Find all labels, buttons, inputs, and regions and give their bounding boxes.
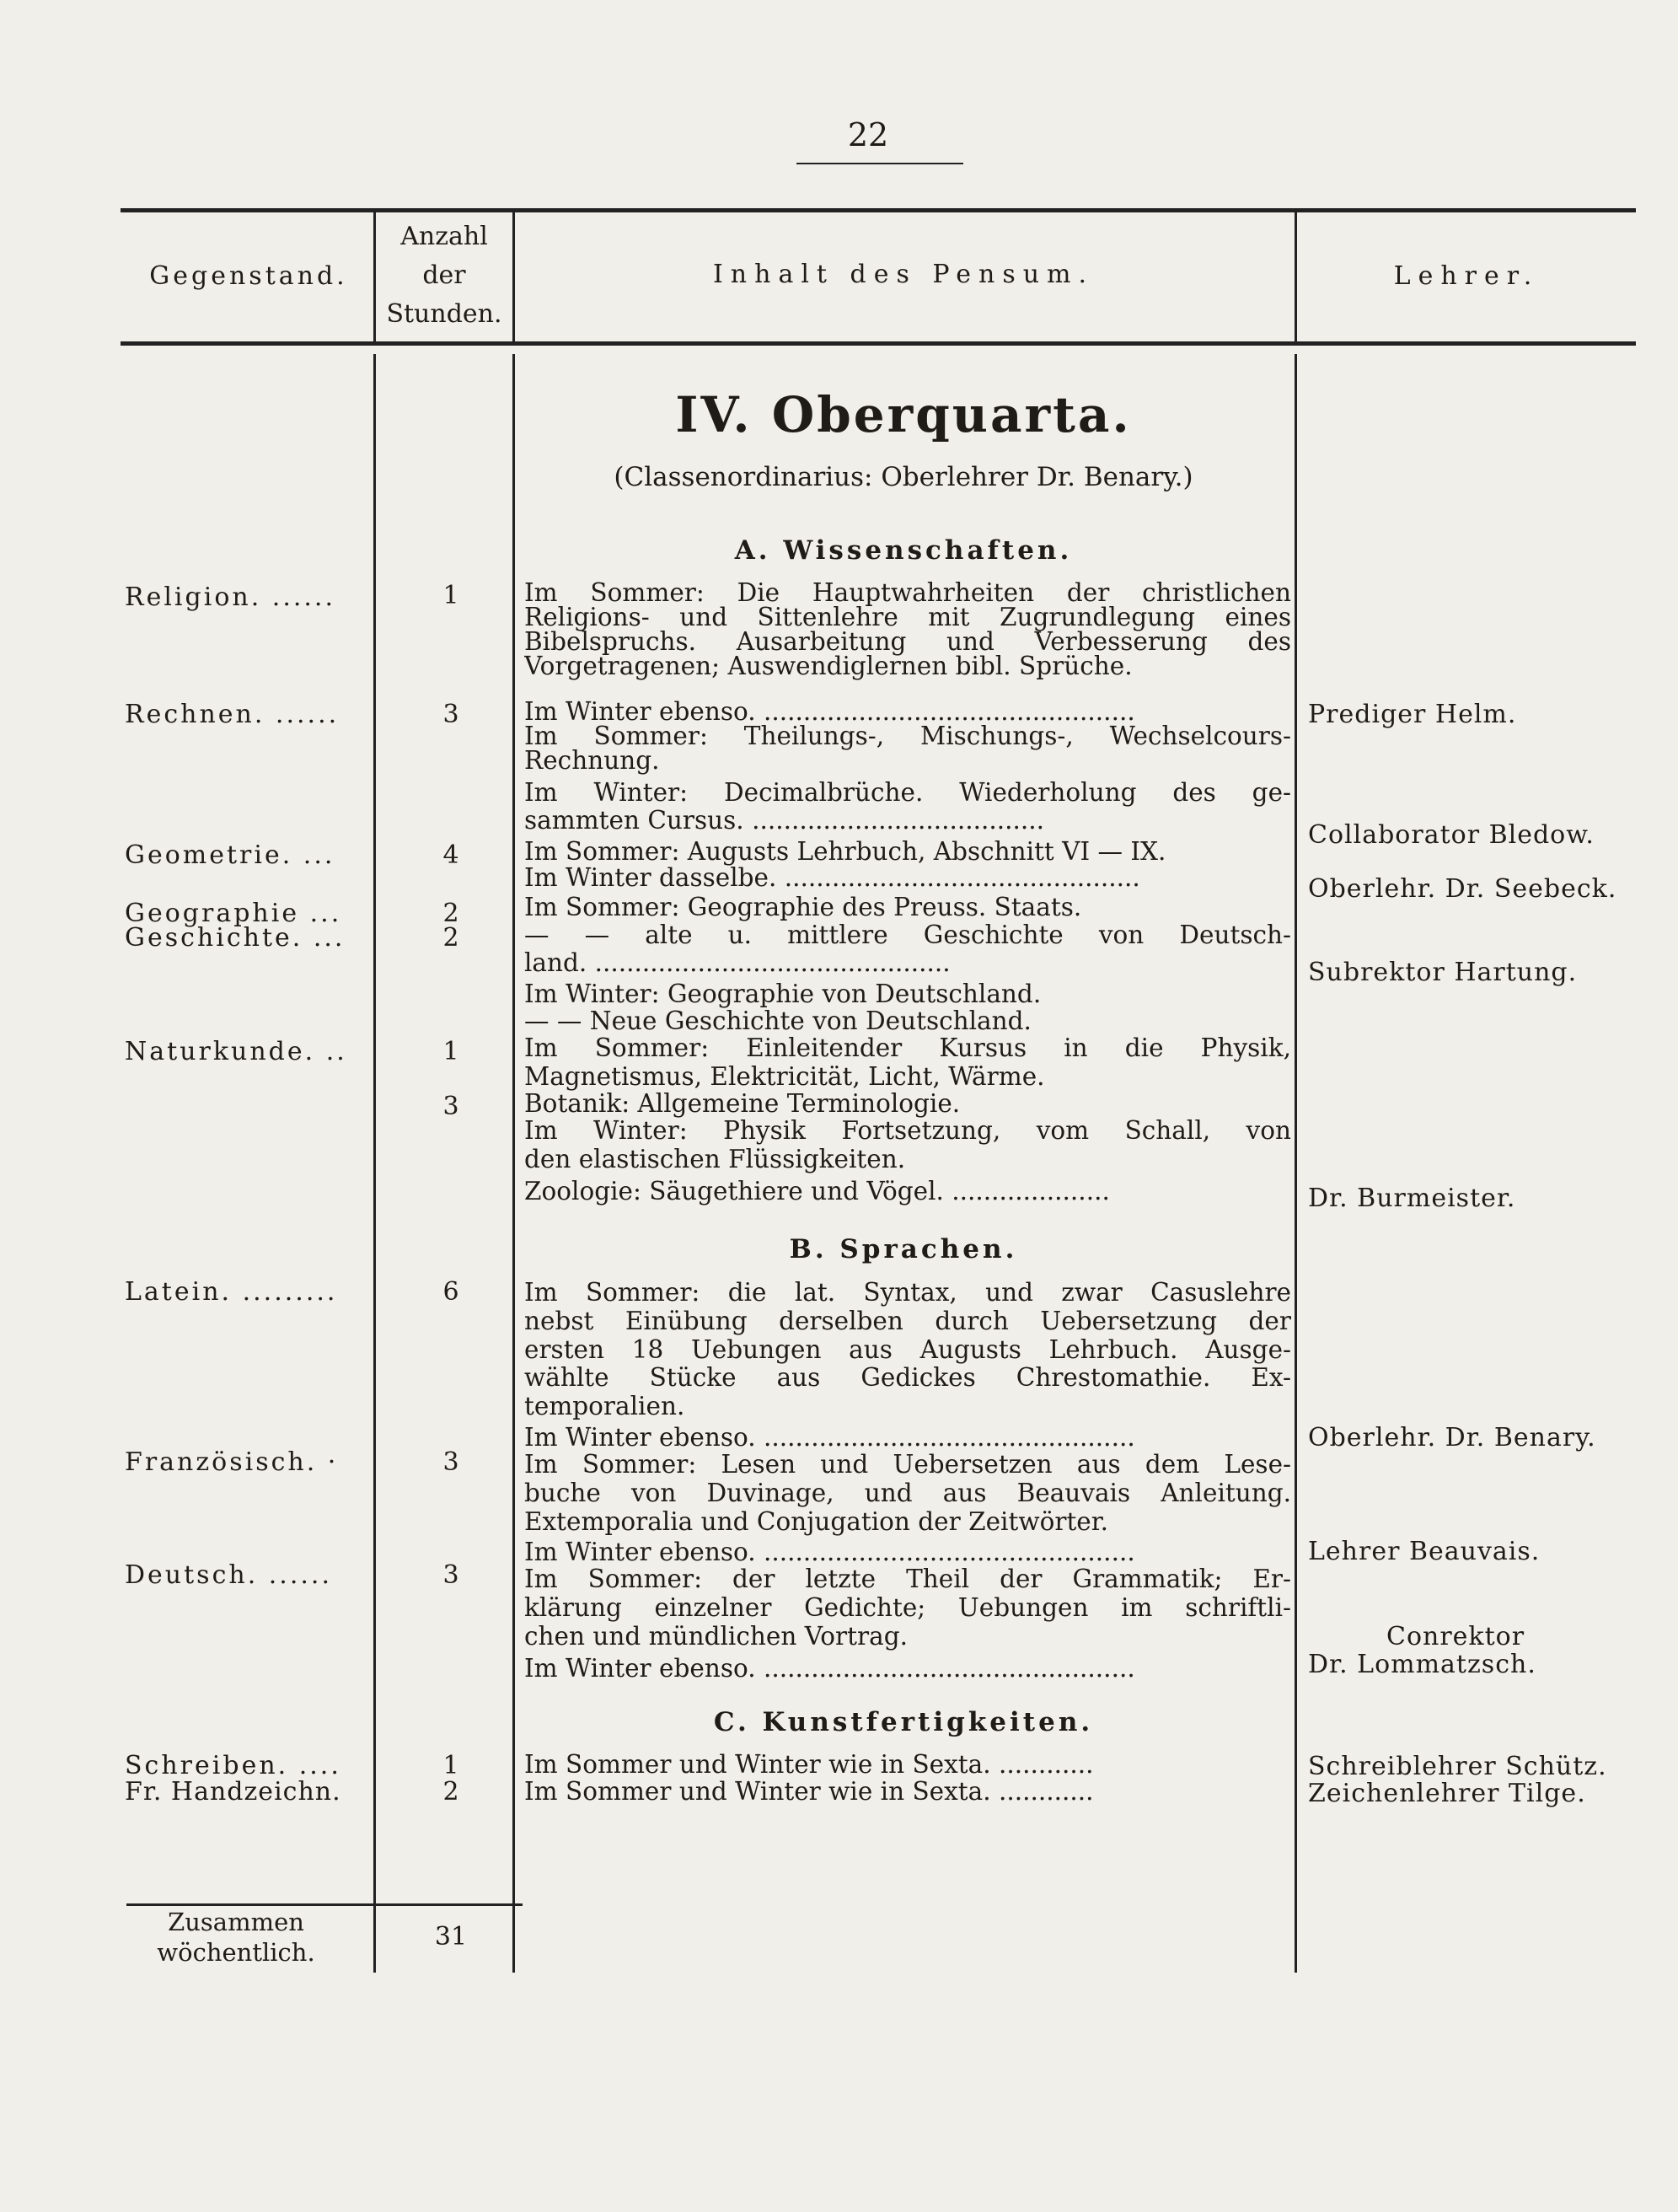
teacher-schuetz: Schreiblehrer Schütz. bbox=[1308, 1752, 1607, 1781]
content-line: Im Winter: Physik Fortsetzung, vom Schall, von bbox=[524, 1116, 1291, 1145]
content-line: Zoologie: Säugethiere und Vögel. .................... bbox=[524, 1177, 1110, 1205]
subject-geschichte: Geschichte. ... bbox=[125, 923, 346, 953]
header-teacher: Lehrer. bbox=[1393, 261, 1540, 291]
total-hours: 31 bbox=[434, 1922, 468, 1952]
total-label: Zusammen wöchentlich. bbox=[157, 1908, 315, 1967]
subject-rechnen: Rechnen. ...... bbox=[125, 700, 340, 729]
section-heading-c: C. Kunstfertigkeiten. bbox=[713, 1707, 1094, 1737]
content-line: Im Winter ebenso. ............................................... bbox=[524, 1538, 1135, 1566]
content-line: Im Sommer: Geographie des Preuss. Staats. bbox=[524, 893, 1082, 921]
body-column-rule-2 bbox=[512, 354, 515, 1973]
column-rule-2 bbox=[512, 211, 515, 343]
subject-religion: Religion. ...... bbox=[125, 583, 336, 612]
content-line: — — alte u. mittlere Geschichte von Deutsch- bbox=[524, 921, 1291, 949]
content-line: Im Winter ebenso. ............................................... bbox=[524, 1423, 1135, 1452]
content-line: Im Sommer und Winter wie in Sexta. ............ bbox=[524, 1777, 1094, 1806]
hours-religion: 1 bbox=[442, 581, 459, 610]
page-number: 22 bbox=[847, 116, 889, 153]
subject-handzeichnen: Fr. Handzeichn. bbox=[125, 1777, 341, 1807]
teacher-benary: Oberlehr. Dr. Benary. bbox=[1308, 1423, 1596, 1452]
content-line: Im Winter ebenso. ............................................... bbox=[524, 697, 1135, 726]
header-bottom-rule bbox=[121, 341, 1636, 346]
content-line: Magnetismus, Elektricität, Licht, Wärme. bbox=[524, 1062, 1045, 1091]
content-line: Religions- und Sittenlehre mit Zugrundlegung eines bbox=[524, 603, 1291, 631]
content-line: ersten 18 Uebungen aus Augusts Lehrbuch. Ausge- bbox=[524, 1335, 1291, 1364]
content-line: Im Sommer: Augusts Lehrbuch, Abschnitt VI — IX. bbox=[524, 837, 1166, 866]
content-line: klärung einzelner Gedichte; Uebungen im schriftli- bbox=[524, 1593, 1291, 1622]
section-heading-b: B. Sprachen. bbox=[789, 1234, 1018, 1264]
class-title: IV. Oberquarta. bbox=[675, 386, 1132, 443]
hours-naturkunde: 1 bbox=[442, 1037, 459, 1066]
content-line: Im Winter: Decimalbrüche. Wiederholung des ge- bbox=[524, 778, 1291, 807]
hours-franzoesisch: 3 bbox=[442, 1447, 459, 1477]
teacher-helm: Prediger Helm. bbox=[1308, 700, 1517, 729]
hours-geometrie: 4 bbox=[442, 840, 459, 870]
content-line: sammten Cursus. ..................................... bbox=[524, 806, 1045, 835]
content-line: temporalien. bbox=[524, 1392, 685, 1420]
teacher-tilge: Zeichenlehrer Tilge. bbox=[1308, 1779, 1586, 1808]
content-line: Extemporalia und Conjugation der Zeitwörter. bbox=[524, 1507, 1108, 1536]
hours-deutsch: 3 bbox=[442, 1560, 459, 1590]
content-line: Im Sommer: der letzte Theil der Grammatik; Er- bbox=[524, 1565, 1291, 1593]
teacher-seebeck: Oberlehr. Dr. Seebeck. bbox=[1308, 874, 1617, 904]
teacher-burmeister: Dr. Burmeister. bbox=[1308, 1184, 1516, 1213]
content-line: Im Winter ebenso. ............................................... bbox=[524, 1654, 1135, 1683]
header-top-rule bbox=[121, 208, 1636, 212]
hours-schreiben: 1 bbox=[442, 1751, 459, 1780]
subject-latein: Latein. ......... bbox=[125, 1277, 338, 1307]
content-line: Im Sommer: die lat. Syntax, und zwar Casuslehre bbox=[524, 1278, 1291, 1307]
hours-handzeichnen: 2 bbox=[442, 1777, 459, 1807]
content-line: Im Sommer: Lesen und Uebersetzen aus dem Lese- bbox=[524, 1450, 1291, 1479]
subject-geometrie: Geometrie. ... bbox=[125, 840, 335, 870]
body-column-rule-1 bbox=[373, 354, 376, 1973]
content-line: Im Sommer: Theilungs-, Mischungs-, Wechselcours- bbox=[524, 722, 1291, 750]
content-line: Bibelspruchs. Ausarbeitung und Verbesserung des bbox=[524, 627, 1291, 656]
content-line: nebst Einübung derselben durch Uebersetzung der bbox=[524, 1307, 1291, 1335]
content-line: Im Sommer und Winter wie in Sexta. ............ bbox=[524, 1750, 1094, 1779]
teacher-hartung: Subrektor Hartung. bbox=[1308, 958, 1578, 987]
teacher-bledow: Collaborator Bledow. bbox=[1308, 820, 1595, 850]
header-content: Inhalt des Pensum. bbox=[712, 260, 1095, 289]
content-line: Im Sommer: Die Hauptwahrheiten der christlichen bbox=[524, 578, 1291, 607]
content-line: buche von Duvinage, und aus Beauvais Anleitung. bbox=[524, 1479, 1291, 1507]
content-line: Im Winter dasselbe. ............................................. bbox=[524, 863, 1140, 892]
column-rule-3 bbox=[1295, 211, 1297, 343]
content-line: Im Sommer: Einleitender Kursus in die Physik, bbox=[524, 1034, 1291, 1062]
teacher-lommatzsch: Dr. Lommatzsch. bbox=[1308, 1650, 1536, 1679]
teacher-conrektor-title: Conrektor bbox=[1386, 1622, 1525, 1651]
content-line: land. ............................................. bbox=[524, 948, 951, 977]
subject-geographie: Geographie ... bbox=[125, 899, 342, 928]
total-rule bbox=[126, 1903, 523, 1906]
column-rule-1 bbox=[373, 211, 376, 343]
page-number-rule bbox=[796, 163, 963, 164]
hours-naturkunde-botanik: 3 bbox=[442, 1092, 459, 1121]
subject-deutsch: Deutsch. ...... bbox=[125, 1560, 332, 1590]
subject-schreiben: Schreiben. .... bbox=[125, 1751, 341, 1780]
content-line: den elastischen Flüssigkeiten. bbox=[524, 1145, 906, 1173]
content-line: Vorgetragenen; Auswendiglernen bibl. Sprüche. bbox=[524, 652, 1133, 680]
hours-geschichte: 2 bbox=[442, 923, 459, 953]
content-line: — — Neue Geschichte von Deutschland. bbox=[524, 1007, 1032, 1035]
hours-rechnen: 3 bbox=[442, 700, 459, 729]
class-ordinarius: (Classenordinarius: Oberlehrer Dr. Benary.) bbox=[614, 462, 1193, 492]
header-hours: Anzahl der Stunden. bbox=[386, 222, 502, 329]
subject-franzoesisch: Französisch. · bbox=[125, 1447, 339, 1477]
content-line: Botanik: Allgemeine Terminologie. bbox=[524, 1089, 961, 1118]
hours-geographie: 2 bbox=[442, 899, 459, 928]
content-line: Im Winter: Geographie von Deutschland. bbox=[524, 980, 1042, 1008]
content-line: wählte Stücke aus Gedickes Chrestomathie. Ex- bbox=[524, 1363, 1291, 1392]
content-line: chen und mündlichen Vortrag. bbox=[524, 1622, 908, 1651]
body-column-rule-3 bbox=[1295, 354, 1297, 1973]
subject-naturkunde: Naturkunde. .. bbox=[125, 1037, 347, 1066]
section-heading-a: A. Wissenschaften. bbox=[734, 535, 1073, 566]
header-subject: Gegenstand. bbox=[149, 261, 348, 291]
teacher-beauvais: Lehrer Beauvais. bbox=[1308, 1537, 1541, 1566]
content-line: Rechnung. bbox=[524, 746, 660, 775]
hours-latein: 6 bbox=[442, 1277, 459, 1307]
